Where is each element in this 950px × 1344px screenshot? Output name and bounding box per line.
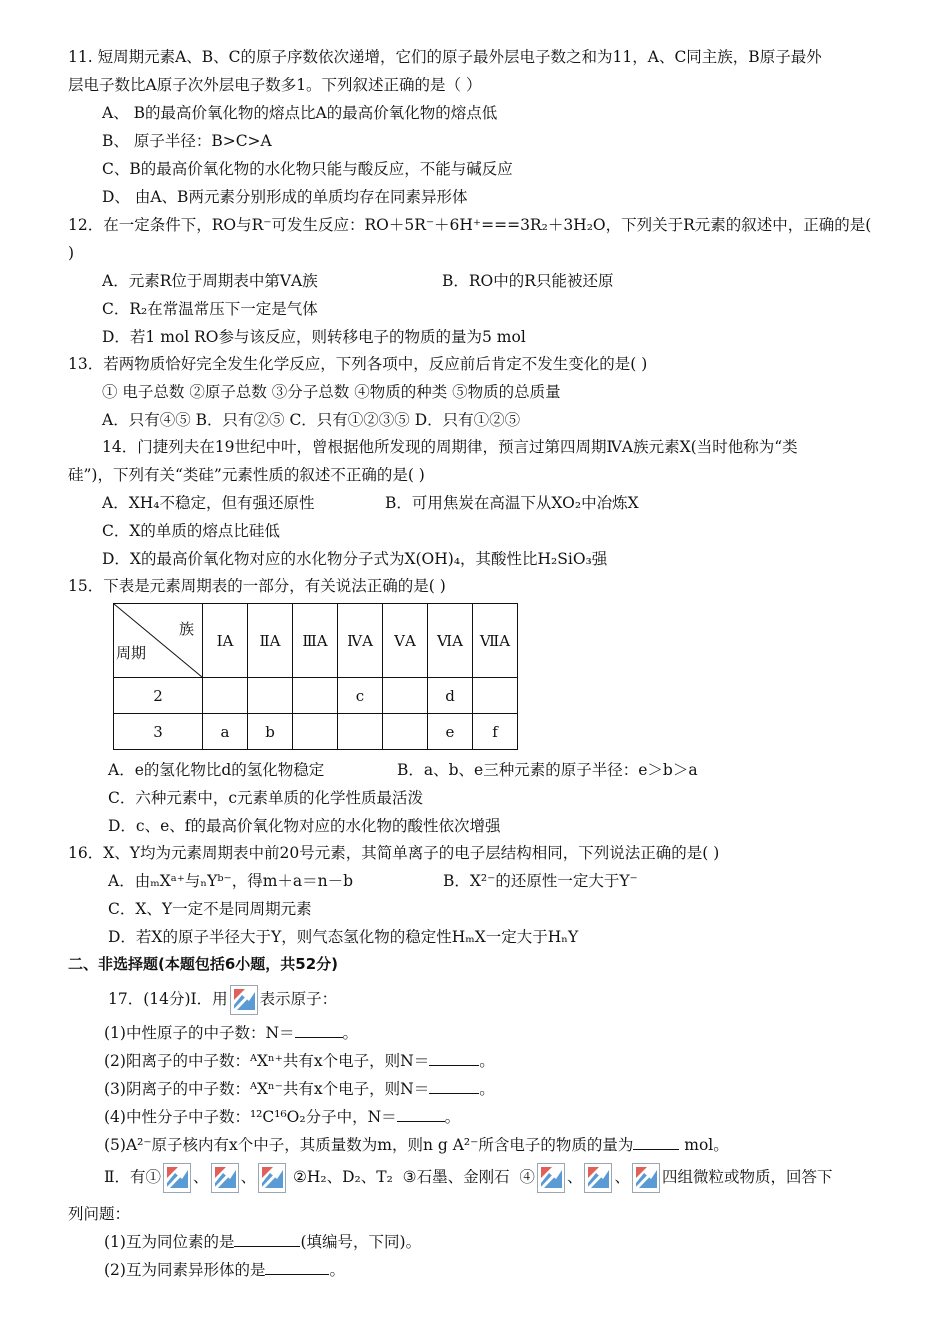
q17-ii-sub2-end: 。 — [329, 1261, 345, 1279]
q15-stem: 15．下表是元素周期表的一部分，有关说法正确的是( ) — [68, 577, 446, 595]
element-cell — [203, 678, 248, 714]
periodic-table-excerpt — [113, 603, 518, 750]
q11-option-c: C、B的最高价氧化物的水化物只能与酸反应，不能与碱反应 — [102, 160, 513, 178]
broken-image-icon — [584, 1163, 612, 1193]
corner-period-label: 周期 — [116, 644, 147, 662]
table-corner-cell — [114, 604, 203, 678]
element-cell: a — [203, 714, 248, 750]
group-header: ⅤA — [383, 604, 428, 678]
q12-stem-line1: 12．在一定条件下，RO与R⁻可发生反应：RO＋5R⁻＋6H⁺===3R₂＋3H₂O，下列关于R元素的叙述中，正确的是( — [68, 216, 872, 234]
q16-option-c: C．X、Y一定不是同周期元素 — [108, 900, 312, 918]
broken-image-icon — [163, 1163, 191, 1193]
broken-image-icon — [258, 1163, 286, 1193]
q17-part5 — [104, 1135, 729, 1155]
group-header: ⅠA — [203, 604, 248, 678]
q12-stem-line2: ) — [68, 244, 75, 262]
table-row — [114, 714, 518, 750]
element-cell: e — [428, 714, 473, 750]
element-cell — [473, 678, 518, 714]
q17-ii-end: 四组微粒或物质，回答下 — [661, 1168, 833, 1186]
q11-option-b: B、 原子半径：B>C>A — [102, 132, 272, 150]
q17-ii-line2: 列问题： — [68, 1205, 131, 1223]
q11-stem-line1: 11. 短周期元素A、B、C的原子序数依次递增，它们的原子最外层电子数之和为11，A、C同主族，B原子最外 — [68, 48, 822, 66]
element-cell: f — [473, 714, 518, 750]
answer-blank[interactable] — [265, 1260, 329, 1275]
q11-option-a: A、 B的最高价氧化物的熔点比A的最高价氧化物的熔点低 — [102, 104, 498, 122]
element-cell: c — [338, 678, 383, 714]
element-cell: d — [428, 678, 473, 714]
q17-part5-text: (5)A²⁻原子核内有x个中子，其质量数为m，则n g A²⁻所含电子的物质的量为 — [104, 1136, 634, 1154]
period-cell: 2 — [114, 678, 203, 714]
answer-blank[interactable] — [397, 1107, 445, 1122]
answer-blank[interactable] — [633, 1135, 679, 1150]
q16-stem: 16．X、Y均为元素周期表中前20号元素，其简单离子的电子层结构相同，下列说法正确的是( ) — [68, 844, 720, 862]
section-heading: 二、非选择题(本题包括6小题，共52分) — [68, 955, 339, 973]
q13-items: ① 电子总数 ②原子总数 ③分子总数 ④物质的种类 ⑤物质的总质量 — [102, 383, 561, 401]
table-row — [114, 678, 518, 714]
q11-stem-line2: 层电子数比A原子次外层电子数多1。下列叙述正确的是（ ） — [68, 76, 482, 94]
q15-option-d: D．c、e、f的最高价氧化物对应的水化物的酸性依次增强 — [108, 817, 501, 835]
group-header: ⅢA — [293, 604, 338, 678]
q16-option-a: A．由ₘXᵃ⁺与ₙYᵇ⁻，得m＋a＝n－b — [108, 872, 354, 890]
element-cell — [383, 678, 428, 714]
q17-part3-text: (3)阴离子的中子数：ᴬXⁿ⁻共有x个电子，则N＝ — [104, 1080, 430, 1098]
answer-blank[interactable] — [234, 1232, 300, 1247]
q17-heading — [108, 984, 337, 1015]
q15-option-b: B．a、b、e三种元素的原子半径：e＞b＞a — [397, 761, 698, 779]
q17-part3 — [104, 1079, 495, 1099]
q14-option-c: C．X的单质的熔点比硅低 — [102, 522, 280, 540]
element-cell — [383, 714, 428, 750]
q17-part2 — [104, 1051, 495, 1071]
q14-option-d: D．X的最高价氧化物对应的水化物分子式为X(OH)₄，其酸性比H₂SiO₃强 — [102, 550, 608, 568]
q12-option-c: C．R₂在常温常压下一定是气体 — [102, 300, 318, 318]
q14-stem-line1: 14．门捷列夫在19世纪中叶，曾根据他所发现的周期律，预言过第四周期ⅣA族元素X(当时他称为“类 — [102, 438, 798, 456]
q17-part3-end: 。 — [479, 1080, 495, 1098]
q17-part2-end: 。 — [479, 1052, 495, 1070]
group-header: ⅣA — [338, 604, 383, 678]
q17-ii-sub2-text: (2)互为同素异形体的是 — [104, 1261, 266, 1279]
q17-part1 — [104, 1023, 358, 1043]
q11-option-d: D、 由A、B两元素分别形成的单质均存在同素异形体 — [102, 188, 468, 206]
q16-option-d: D．若X的原子半径大于Y，则气态氢化物的稳定性HₘX一定大于HₙY — [108, 928, 579, 946]
q17-part2-text: (2)阳离子的中子数：ᴬXⁿ⁺共有x个电子，则N＝ — [104, 1052, 430, 1070]
period-cell: 3 — [114, 714, 203, 750]
separator: 、 — [193, 1168, 209, 1186]
element-cell — [293, 678, 338, 714]
q17-heading-suffix: 表示原子： — [259, 990, 338, 1008]
answer-blank[interactable] — [295, 1023, 343, 1038]
element-cell: b — [248, 714, 293, 750]
q15-option-c: C．六种元素中，c元素单质的化学性质最活泼 — [108, 789, 424, 807]
q12-option-b: B．RO中的R只能被还原 — [442, 272, 614, 290]
q13-options: A．只有④⑤ B．只有②⑤ C．只有①②③⑤ D．只有①②⑤ — [102, 411, 521, 429]
q17-ii-text: Ⅱ．有① — [104, 1168, 162, 1186]
separator: 、 — [566, 1168, 583, 1186]
q17-ii-sub1 — [104, 1232, 421, 1252]
element-cell — [338, 714, 383, 750]
q14-option-a: A．XH₄不稳定，但有强还原性 — [102, 494, 315, 512]
q17-part4-end: 。 — [444, 1108, 461, 1126]
q17-part1-end: 。 — [342, 1024, 359, 1042]
q14-option-b: B．可用焦炭在高温下从XO₂中冶炼X — [385, 494, 639, 512]
q12-option-d: D．若1 mol RO参与该反应，则转移电子的物质的量为5 mol — [102, 328, 526, 346]
q16-option-b: B．X²⁻的还原性一定大于Y⁻ — [443, 872, 638, 890]
group-header: ⅦA — [473, 604, 518, 678]
answer-blank[interactable] — [429, 1051, 479, 1066]
q17-part4 — [104, 1107, 460, 1127]
q12-option-a: A．元素R位于周期表中第ⅤA族 — [102, 272, 318, 290]
diagonal-line — [114, 604, 202, 677]
q17-ii-sub1-text: (1)互为同位素的是 — [104, 1233, 235, 1251]
q17-part-ii — [104, 1160, 832, 1194]
q17-ii-sub2 — [104, 1260, 345, 1280]
group-header: ⅡA — [248, 604, 293, 678]
separator: 、 — [240, 1168, 257, 1186]
q17-ii-middle: ②H₂、D₂、T₂ ③石墨、金刚石 ④ — [288, 1168, 535, 1186]
broken-image-icon — [230, 985, 258, 1015]
broken-image-icon — [632, 1163, 660, 1193]
q17-ii-sub1-end: (填编号，下同)。 — [300, 1233, 422, 1251]
broken-image-icon — [537, 1163, 565, 1193]
q17-heading-text: 17．(14分)Ⅰ．用 — [108, 990, 228, 1008]
q17-part4-text: (4)中性分子中子数：¹²C¹⁶O₂分子中，N＝ — [104, 1108, 397, 1126]
element-cell — [293, 714, 338, 750]
group-header: ⅥA — [428, 604, 473, 678]
q14-stem-line2: 硅”)，下列有关“类硅”元素性质的叙述不正确的是( ) — [68, 466, 425, 484]
answer-blank[interactable] — [429, 1079, 479, 1094]
q13-stem: 13．若两物质恰好完全发生化学反应，下列各项中，反应前后肯定不发生变化的是( ) — [68, 355, 648, 373]
corner-group-label: 族 — [178, 620, 194, 638]
element-cell — [248, 678, 293, 714]
q17-part5-end: mol。 — [679, 1136, 729, 1154]
q17-part1-text: (1)中性原子的中子数：N＝ — [104, 1024, 295, 1042]
broken-image-icon — [211, 1163, 239, 1193]
separator: 、 — [614, 1168, 630, 1186]
q15-option-a: A．e的氢化物比d的氢化物稳定 — [108, 761, 325, 779]
